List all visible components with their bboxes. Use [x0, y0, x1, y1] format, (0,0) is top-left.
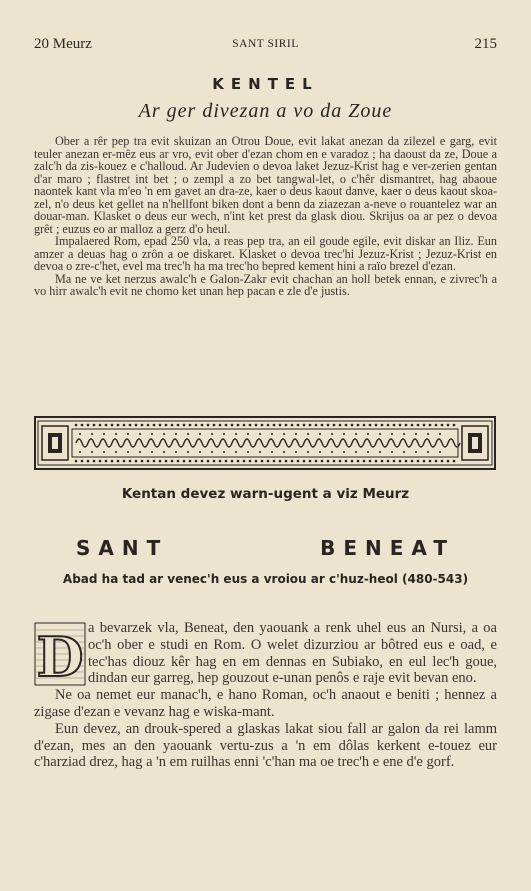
- ornament-dot: [259, 433, 261, 435]
- ornament-dot: [79, 433, 81, 435]
- ornament-dot: [453, 460, 456, 463]
- ornament-dot: [297, 424, 300, 427]
- ornament-dot: [175, 433, 177, 435]
- ornament-dot: [127, 433, 129, 435]
- ornament-dot: [207, 460, 210, 463]
- saint-subtitle: Abad ha tad ar venec'h eus a vroiou ar c'huz-heol (480-543): [62, 572, 469, 586]
- ornament-dot: [111, 460, 114, 463]
- ornament-dot: [243, 460, 246, 463]
- ornament-dot: [441, 460, 444, 463]
- beneat-body: [34, 620, 497, 771]
- ornament-dot: [387, 460, 390, 463]
- ornament-pattern: [36, 418, 494, 468]
- ornament-dot: [399, 460, 402, 463]
- beneat-paragraph: Ne oa nemet eur manac'h, e hano Roman, oc'h anaout e beniti ; hennez a zigase d'ezan e vevanz hag e wiska-mant.: [34, 687, 497, 720]
- ornament-dot: [199, 451, 201, 453]
- ornament-dot: [153, 424, 156, 427]
- ornament-dot: [435, 424, 438, 427]
- ornament-dot: [111, 424, 114, 427]
- header-title: SANT SIRIL: [232, 38, 299, 50]
- ornament-dot: [339, 460, 342, 463]
- ornament-dot: [135, 424, 138, 427]
- ornament-dot: [115, 451, 117, 453]
- ornament-dot: [427, 433, 429, 435]
- ornament-dot: [249, 460, 252, 463]
- ornament-dot: [81, 424, 84, 427]
- ornament-dot: [99, 424, 102, 427]
- ornament-dot: [429, 424, 432, 427]
- ornament-dot: [357, 460, 360, 463]
- ornament-dot: [367, 433, 369, 435]
- ornament-dot: [255, 424, 258, 427]
- ornament-dot: [141, 424, 144, 427]
- ornament-dot: [237, 460, 240, 463]
- ornament-dot: [225, 424, 228, 427]
- ornament-dot: [399, 424, 402, 427]
- ornament-dot: [417, 460, 420, 463]
- ornament-dot: [231, 424, 234, 427]
- ornament-dot: [309, 460, 312, 463]
- ornament-dot: [165, 424, 168, 427]
- ornament-dot: [327, 424, 330, 427]
- ornament-dot: [379, 451, 381, 453]
- ornament-dot: [331, 451, 333, 453]
- ornament-dot: [405, 424, 408, 427]
- ornament-dot: [343, 451, 345, 453]
- ornament-dot: [333, 460, 336, 463]
- ornament-dot: [423, 460, 426, 463]
- ornament-dot: [417, 424, 420, 427]
- ornament-dot: [411, 460, 414, 463]
- ornament-dot: [315, 460, 318, 463]
- ornament-dot: [303, 460, 306, 463]
- ornament-dot: [235, 433, 237, 435]
- ornament-dot: [351, 424, 354, 427]
- ornament-dot: [381, 460, 384, 463]
- ornament-dot: [327, 460, 330, 463]
- ornament-dot: [369, 460, 372, 463]
- ornament-dot: [127, 451, 129, 453]
- ornament-dot: [171, 460, 174, 463]
- ornament-dot: [319, 451, 321, 453]
- ornament-dot: [187, 433, 189, 435]
- ornament-dot: [447, 460, 450, 463]
- ornament-dot: [91, 433, 93, 435]
- ornament-dot: [339, 424, 342, 427]
- ornament-dot: [123, 424, 126, 427]
- ornament-dot: [219, 424, 222, 427]
- ornament-dot: [207, 424, 210, 427]
- ornament-dot: [355, 451, 357, 453]
- ornament-dot: [441, 424, 444, 427]
- ornament-dot: [213, 460, 216, 463]
- ornament-dot: [247, 433, 249, 435]
- ornament-wave: [76, 439, 460, 447]
- ornament-dot: [295, 451, 297, 453]
- ornament-dot: [405, 460, 408, 463]
- ornament-dot: [345, 424, 348, 427]
- ornament-dot: [151, 451, 153, 453]
- page-number: 215: [474, 36, 497, 52]
- ornament-dot: [235, 451, 237, 453]
- ornament-dot: [423, 424, 426, 427]
- ornament-dot: [355, 433, 357, 435]
- kentel-subtitle: Ar ger divezan a vo da Zoue: [138, 100, 393, 122]
- ornament-dot: [165, 460, 168, 463]
- kentel-body: [34, 135, 497, 298]
- ornament-dot: [375, 424, 378, 427]
- ornament-dot: [219, 460, 222, 463]
- ornament-dot: [403, 433, 405, 435]
- ornament-dot: [177, 424, 180, 427]
- ornament-dot: [151, 433, 153, 435]
- ornament-dot: [163, 433, 165, 435]
- ornament-dot: [375, 460, 378, 463]
- ornament-dot: [103, 451, 105, 453]
- ornament-dot: [249, 424, 252, 427]
- ornament-dot: [363, 460, 366, 463]
- ornament-dot: [297, 460, 300, 463]
- ornament-dot: [195, 424, 198, 427]
- ornament-dot: [183, 460, 186, 463]
- ornament-dot: [117, 460, 120, 463]
- ornament-dot: [81, 460, 84, 463]
- ornament-dot: [387, 424, 390, 427]
- ornament-dot: [295, 433, 297, 435]
- saint-name: [76, 536, 455, 560]
- ornament-dot: [415, 433, 417, 435]
- ornament-dot: [351, 460, 354, 463]
- ornament-dot: [345, 460, 348, 463]
- ornament-dot: [195, 460, 198, 463]
- ornament-dot: [381, 424, 384, 427]
- ornament-dot: [367, 451, 369, 453]
- ornament-dot: [259, 451, 261, 453]
- ornament-dot: [315, 424, 318, 427]
- ornament-dot: [427, 451, 429, 453]
- ornament-dot: [369, 424, 372, 427]
- header-date: 20 Meurz: [34, 36, 92, 52]
- ornament-dot: [439, 451, 441, 453]
- ornament-dot: [123, 460, 126, 463]
- beneat-paragraph: a bevarzek vla, Beneat, den yaouank a renk uhel eus an Nursi, a oa oc'h ober e studi en Rom. O welet dizurziou ar bôtred eus e oad, e tec'has diouz kêr hag en em dennas en Subiako, en eul lec'h goue, dindan eur garreg, hep gouzout e-unan penôs e raje evit bevan eno.: [88, 620, 497, 687]
- ornament-dot: [357, 424, 360, 427]
- ornament-dot: [183, 424, 186, 427]
- ornament-dot: [379, 433, 381, 435]
- ornament-dot: [279, 424, 282, 427]
- ornament-dot: [267, 460, 270, 463]
- ornament-dot: [283, 451, 285, 453]
- ornament-dot: [153, 460, 156, 463]
- ornament-dot: [187, 451, 189, 453]
- ornament-dot: [159, 460, 162, 463]
- ornament-dot: [91, 451, 93, 453]
- ornament-dot: [201, 460, 204, 463]
- ornament-dot: [319, 433, 321, 435]
- ornament-dot: [115, 433, 117, 435]
- ornament-dot: [93, 460, 96, 463]
- ornament-dot: [141, 460, 144, 463]
- kentel-title: KENTEL: [212, 75, 319, 93]
- ornament-dot: [189, 424, 192, 427]
- ornament-dot: [255, 460, 258, 463]
- ornament-dot: [171, 424, 174, 427]
- ornament-dot: [267, 424, 270, 427]
- ornament-dot: [147, 460, 150, 463]
- ornament-dot: [285, 424, 288, 427]
- ornament-dot: [211, 433, 213, 435]
- ornament-dot: [321, 460, 324, 463]
- ornament-dot: [223, 433, 225, 435]
- ornament-dot: [237, 424, 240, 427]
- ornament-dot: [75, 424, 78, 427]
- ornament-dot: [391, 433, 393, 435]
- ornament-dot: [139, 451, 141, 453]
- kentel-paragraph: Impalaered Rom, epad 250 vla, a reas pep tra, an eil goude egile, evit diskar an Iliz. Eun amzer a deuas hag o zrôn a oe diskaret. Klasket o devoa trec'hi Jezuz-Krist ; Jezuz-Krist en devoa o zre-c'het, evel ma trec'h ha ma trec'ho bepred kement hini a raïo brezel d'ezan.: [34, 234, 497, 273]
- ornament-dot: [247, 451, 249, 453]
- ornament-dot: [105, 424, 108, 427]
- ornament-dot: [429, 460, 432, 463]
- ornament-dot: [291, 424, 294, 427]
- ornament-dot: [393, 460, 396, 463]
- ornament-dot: [363, 424, 366, 427]
- saint-name-word: SANT: [76, 536, 169, 560]
- ornament-dot: [75, 460, 78, 463]
- saint-name-word: BENEAT: [320, 536, 455, 560]
- ornament-dot: [189, 460, 192, 463]
- ornament-dot: [147, 424, 150, 427]
- ornament-dot: [331, 433, 333, 435]
- ornament-dot: [309, 424, 312, 427]
- ornament-dot: [271, 433, 273, 435]
- ornament-dot: [105, 460, 108, 463]
- ornament-dot: [99, 460, 102, 463]
- ornament-dot: [391, 451, 393, 453]
- ornament-dot: [411, 424, 414, 427]
- ornament-dot: [159, 424, 162, 427]
- ornament-dot: [415, 451, 417, 453]
- ornament-dot: [273, 424, 276, 427]
- ornament-dot: [199, 433, 201, 435]
- ornament-dot: [117, 424, 120, 427]
- ornament-dot: [285, 460, 288, 463]
- ornament-dot: [243, 424, 246, 427]
- ornament-dot: [177, 460, 180, 463]
- running-header: [34, 36, 497, 54]
- ornament-dot: [271, 451, 273, 453]
- ornament-dot: [225, 460, 228, 463]
- ornament-dot: [439, 433, 441, 435]
- ornament-dot: [261, 424, 264, 427]
- kentel-paragraph: Ma ne ve ket nerzus awalc'h e Galon-Zakr evit chachan an holl betek ennan, e zivrec'h a vo hirr awalc'h evit ne chomo ket unan hep pacan e zle d'e justis.: [34, 271, 497, 298]
- ornament-dot: [447, 424, 450, 427]
- ornament-dot: [93, 424, 96, 427]
- ornament-dot: [333, 424, 336, 427]
- ornament-dot: [213, 424, 216, 427]
- day-caption: Kentan devez warn-ugent a viz Meurz: [121, 486, 410, 502]
- ornament-dot: [223, 451, 225, 453]
- kentel-paragraph: Ober a rêr pep tra evit skuizan an Otrou Doue, evit lakat anezan da zilezel e garg, evit teuler anezan er-mêz eus ar vro, evit ober d'ezan chom en e varadoz ; ha daoust da ze, Doue a zalc'h da zis-kouez e c'halloud. Ar Judevien o devoa laket Jezuz-Krist hag e ver-zerien gentan d'ar maro ; flastret int bet ; o zempl a zo bet tangwal-let, o c'hêr dismantret, hag abaoue naontek kant vla m'eo 'n em gavet an dra-ze, kaer o deus kaout danve, kaer o deus kaout skoa-zel, n'o deus ket gellet na n'hellfont biken dont a benn da ziazezan a-neve o rouantelez war an douar-man. Klasket o deus eur wech, n'int ket prest da glask diou. Skrijus oa ar pez o devoa grêt ; euzus eo ar malloz a gerz d'o heul.: [34, 134, 497, 236]
- ornament-dot: [291, 460, 294, 463]
- ornament-dot: [129, 424, 132, 427]
- ornament-dot: [453, 424, 456, 427]
- ornament-dot: [343, 433, 345, 435]
- ornament-dot: [393, 424, 396, 427]
- drop-cap-letter: D: [36, 625, 84, 686]
- ornament-dot: [87, 424, 90, 427]
- ornament-dot: [231, 460, 234, 463]
- ornament-dot: [279, 460, 282, 463]
- ornament-dot: [201, 424, 204, 427]
- ornamental-band: [34, 416, 496, 470]
- ornament-dot: [103, 433, 105, 435]
- ornament-dot: [175, 451, 177, 453]
- ornament-dot: [307, 433, 309, 435]
- ornament-dot: [403, 451, 405, 453]
- ornament-dot: [135, 460, 138, 463]
- ornament-dot: [321, 424, 324, 427]
- ornament-dot: [303, 424, 306, 427]
- beneat-paragraph: Eun devez, an drouk-spered a glaskas lakat siou fall ar galon da rei lamm d'ezan, mes an den yaouank vertu-zus a 'n em dôlas kerkent e-touez eur c'harziad drez, hag a 'n em ruilhas enni 'c'han ma oe trec'h e ene d'e gorf.: [34, 720, 497, 771]
- ornament-dot: [163, 451, 165, 453]
- ornament-dot: [283, 433, 285, 435]
- ornament-dot: [129, 460, 132, 463]
- ornament-dot: [435, 460, 438, 463]
- ornament-dot: [261, 460, 264, 463]
- ornament-dot: [139, 433, 141, 435]
- ornament-dot: [307, 451, 309, 453]
- ornament-dot: [79, 451, 81, 453]
- ornament-dot: [211, 451, 213, 453]
- ornament-dot: [273, 460, 276, 463]
- ornament-dot: [87, 460, 90, 463]
